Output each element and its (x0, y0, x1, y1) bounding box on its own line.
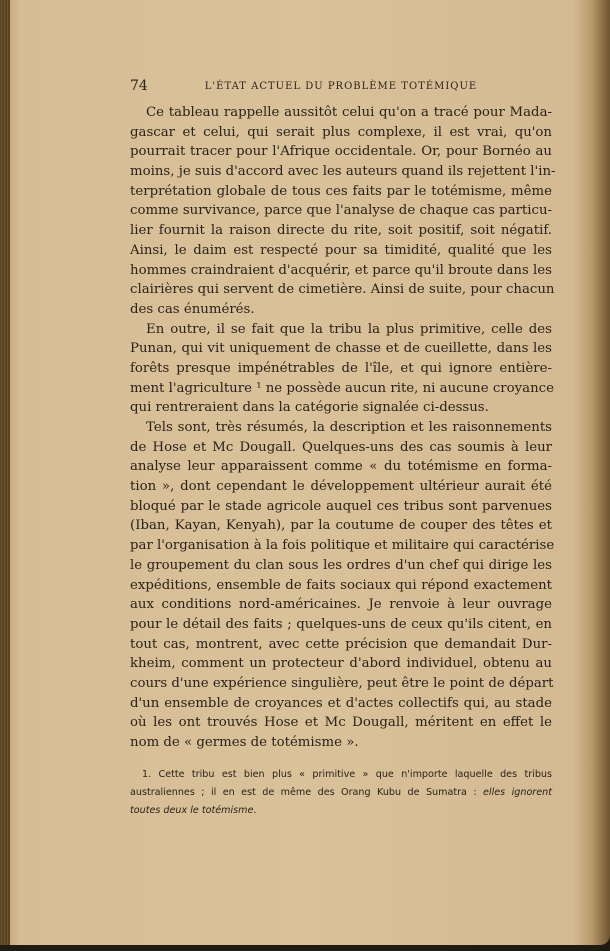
running-head: L'ÉTAT ACTUEL DU PROBLÈME TOTÉMIQUE (204, 81, 478, 92)
body-text (130, 103, 556, 753)
text-line: tout cas, montrent, avec cette précision que demandait Dur- (130, 636, 552, 652)
text-line: tion », dont cependant le développement ultérieur aurait été (130, 479, 552, 495)
footnote-line (130, 802, 552, 820)
text-line: qui rentreraient dans la catégorie signalée ci-dessus. (130, 400, 489, 416)
text-line: Ce tableau rappelle aussitôt celui qu'on a tracé pour Mada- (146, 105, 552, 120)
text-line: pour le détail des faits ; quelques-uns de ceux qu'ils citent, en (130, 616, 552, 632)
footnote (130, 766, 552, 820)
paragraph (130, 320, 552, 418)
text-line: expéditions, ensemble de faits sociaux qui répond exactement (130, 577, 552, 593)
text-line: gascar et celui, qui serait plus complexe, il est vrai, qu'on (130, 124, 552, 140)
text-line: nom de « germes de totémisme ». (130, 735, 359, 750)
text-line: hommes craindraient d'acquérir, et parce qu'il broute dans les (130, 262, 552, 278)
text-line: d'un ensemble de croyances et d'actes collectifs qui, au stade (130, 695, 552, 711)
text-line: Ainsi, le daim est respecté pour sa timidité, qualité que les (130, 242, 552, 258)
footnote-text: . (253, 805, 257, 816)
text-line: comme survivance, parce que l'analyse de chaque cas particu- (130, 203, 552, 219)
paragraph (130, 418, 555, 753)
text-line: lier fournit la raison directe du rite, soit positif, soit négatif. (130, 223, 552, 239)
text-line: Tels sont, très résumés, la description et les raisonnements (146, 420, 552, 435)
page-number: 74 (130, 78, 148, 94)
footnote-line (130, 784, 552, 802)
footnote-line: 1. Cette tribu est bien plus « primitive » que n'importe laquelle des tribus (142, 769, 552, 780)
text-line: forêts presque impénétrables de l'île, et qui ignore entière- (130, 360, 552, 376)
text-line: Punan, qui vit uniquement de chasse et de cueillette, dans les (130, 341, 552, 357)
text-line: terprétation globale de tous ces faits par le totémisme, même (130, 183, 552, 199)
text-line: ment l'agriculture ¹ ne possède aucun rite, ni aucune croyance (130, 380, 554, 396)
page-header (130, 78, 552, 96)
text-line: (Iban, Kayan, Kenyah), par la coutume de couper des têtes et (130, 518, 552, 534)
text-line: de Hose et Mc Dougall. Quelques-uns des cas soumis à leur (130, 439, 552, 455)
footnote-italic: toutes deux le totémisme (130, 805, 254, 816)
text-line: le groupement du clan sous les ordres d'un chef qui dirige les (130, 557, 552, 573)
text-line: par l'organisation à la fois politique et militaire qui caractérise (130, 538, 555, 554)
text-line: des cas énumérés. (130, 301, 255, 317)
text-line: clairières qui servent de cimetière. Ainsi de suite, pour chacun (130, 282, 555, 298)
paragraph (130, 103, 556, 320)
text-line: pourrait tracer pour l'Afrique occidentale. Or, pour Bornéo au (130, 144, 552, 160)
text-line: bloqué par le stade agricole auquel ces tribus sont parvenues (130, 498, 552, 514)
text-line: aux conditions nord-américaines. Je renvoie à leur ouvrage (130, 597, 552, 613)
text-line: où les ont trouvés Hose et Mc Dougall, méritent en effet le (130, 715, 552, 731)
text-line: cours d'une expérience singulière, peut être le point de départ (130, 675, 554, 691)
text-line: En outre, il se fait que la tribu la plus primitive, celle des (146, 321, 552, 337)
text-line: moins, je suis d'accord avec les auteurs quand ils rejettent l'in- (130, 164, 556, 180)
footnote-italic: elles ignorent (483, 787, 552, 798)
book-binding-edge (0, 0, 10, 945)
text-line: analyse leur apparaissent comme « du totémisme en forma- (130, 459, 552, 475)
footnote-text: australiennes ; il en est de même des Orang Kubu de Sumatra : (130, 787, 484, 798)
text-line: kheim, comment un protecteur d'abord individuel, obtenu au (130, 656, 552, 672)
